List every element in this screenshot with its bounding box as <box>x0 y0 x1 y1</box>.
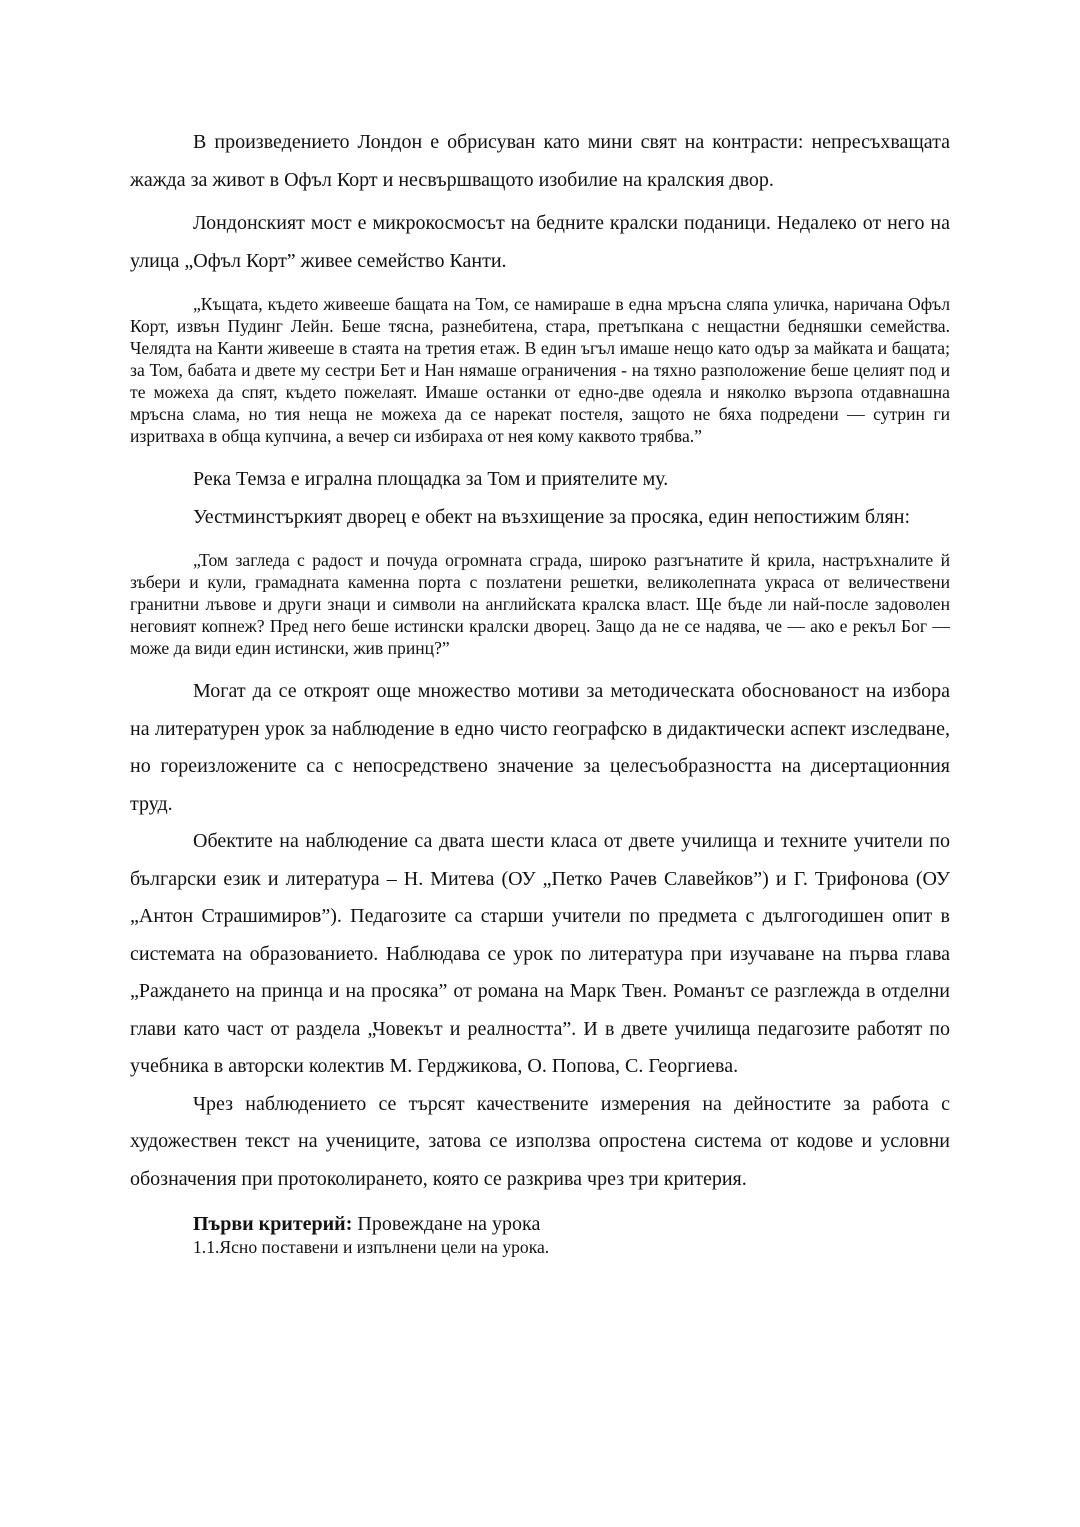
paragraph-london-contrasts: В произведението Лондон е обрисуван като мини свят на контрасти: непресъхващата жажда за живот в Офъл Корт и несвършващото изобилие на кралския двор. <box>130 131 950 191</box>
paragraph-motives: Могат да се откроят още множество мотиви за методическата обоснованост на избора на литературен урок за наблюдение в едно чисто географско в дидактически аспект изследване, но гореизложените са с непосредствено значение за целесъобразността на дисертационния труд. <box>130 680 950 815</box>
criterion-label: Първи критерий: <box>193 1213 353 1235</box>
paragraph-westminster: Уестминстъркият дворец е обект на възхищение за просяка, един непостижим блян: <box>193 505 911 528</box>
criterion-heading <box>193 1212 950 1236</box>
document-page <box>130 124 950 1258</box>
criterion-text: Провеждане на урока <box>352 1213 541 1235</box>
subitem-text: Ясно поставени и изпълнени цели на урока. <box>219 1237 550 1257</box>
quote-offal-court: „Къщата, където живееше бащата на Том, се намираше в една мръсна сляпа уличка, наричана Офъл Корт, извън Пудинг Лейн. Беше тясна, разнебитена, стара, претъпкана с нещастни бедняшки семейства. Челядта на Канти живееше в стаята на третия етаж. В един ъгъл имаше нещо като одър за майката и бащата; за Том, бабата и двете му сестри Бет и Нан нямаше ограничения - на тяхно разположение беше целият под и те можеха да спят, където пожелаят. Имаше останки от едно-две одеяла и няколко вързопа отдавнашна мръсна слама, но тия неща не можеха да се нарекат постеля, защото не бяха подредени — сутрин ги изритваха в обща купчина, а вечер си избираха от нея кому каквото трябва.” <box>130 294 950 446</box>
subitem-number: 1.1. <box>193 1237 220 1257</box>
paragraph-observation-objects: Обектите на наблюдение са двата шести класа от двете училища и техните учители по български език и литература – Н. Митева (ОУ „Петко Рачев Славейков”) и Г. Трифонова (ОУ „Антон Страшимиров”). Педагозите са старши учители по предмета с дългогодишен опит в системата на образованието. Наблюдава се урок по литература при изучаване на първа глава „Раждането на принца и на просяка” от романа на Марк Твен. Романът се разглежда в отделни глави като част от раздела „Човекът и реалността”. И в двете училища педагозите работят по учебника в авторски колектив М. Герджикова, О. Попова, С. Георгиева. <box>130 830 950 1077</box>
paragraph-methodology: Чрез наблюдението се търсят качествените измерения на дейностите за работа с художествен текст на учениците, затова се използва опростена система от кодове и условни обозначения при протоколирането, която се разкрива чрез три критерия. <box>130 1092 950 1190</box>
paragraph-thames: Река Темза е игрална площадка за Том и приятелите му. <box>193 468 669 490</box>
paragraph-london-bridge: Лондонският мост е микрокосмосът на бедните кралски поданици. Недалеко от него на улица „Офъл Корт” живее семейство Канти. <box>130 212 950 272</box>
quote-palace: „Том загледа с радост и почуда огромната сграда, широко разгънатите й крила, настръхналите й зъбери и кули, грамадната каменна порта с позлатени решетки, великолепната украса от величествени гранитни лъвове и други знаци и символи на английската кралска власт. Ще бъде ли най-после задоволен неговият копнеж? Пред него беше истински кралски дворец. Защо да не се надява, че — ако е рекъл Бог — може да види един истински, жив принц?” <box>130 550 950 658</box>
criterion-subitem <box>193 1236 950 1258</box>
